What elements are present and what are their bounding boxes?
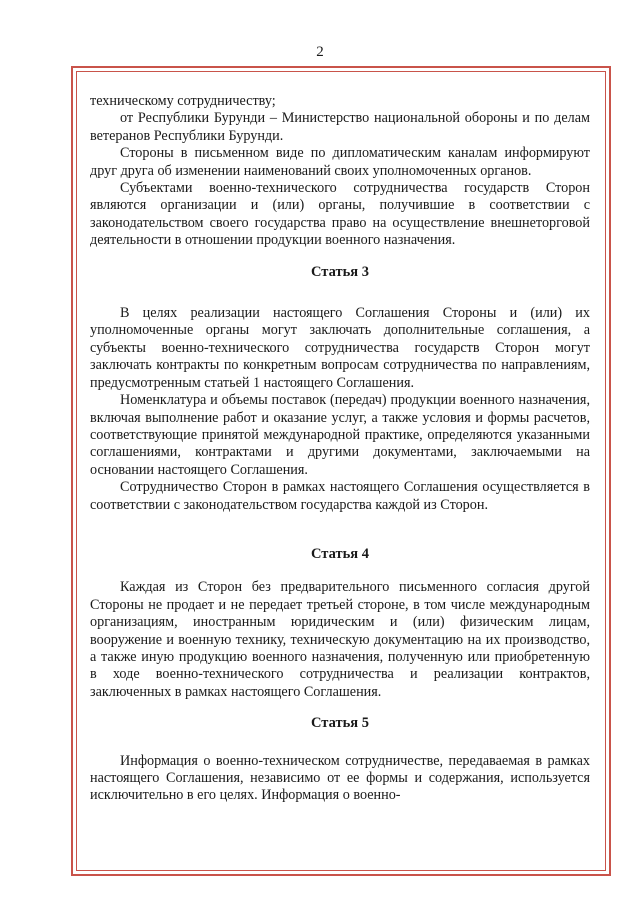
paragraph: В целях реализации настоящего Соглашения Стороны и (или) их уполномоченные органы могут заключать дополнительные соглашения, а субъекты военно-технического сотрудничества государств Сторон могут заключать контракты по конкретным вопросам сотрудничества по направлениям, предусмотренным статьей 1 настоящего Соглашения. — [90, 305, 590, 391]
article-3-heading: Статья 3 — [311, 263, 369, 280]
paragraph: Каждая из Сторон без предварительного письменного согласия другой Стороны не продает и не передает третьей стороне, в том числе международным организациям, иностранным юридическим и (или) физическим лицам, вооружение и военную технику, техническую документацию на их производство, а также иную продукцию военного назначения, полученную или приобретенную в ходе военно-технического сотрудничества и реализации контрактов, заключенных в рамках настоящего Соглашения. — [90, 579, 590, 700]
article-4-heading: Статья 4 — [311, 545, 369, 562]
paragraph: Номенклатура и объемы поставок (передач) продукции военного назначения, включая выполнение работ и оказание услуг, а также условия и формы расчетов, соответствующие принятой международной практике, определяются указанными соглашениями, контрактами и другими документами, заключаемыми на основании настоящего Соглашения. — [90, 392, 590, 478]
paragraph: Субъектами военно-технического сотрудничества государств Сторон являются организации и (или) органы, получившие в соответствии с законодательством своего государства право на осуществление внешнеторговой деятельности в отношении продукции военного назначения. — [90, 180, 590, 249]
document-body — [90, 93, 590, 805]
paragraph: техническому сотрудничеству; — [90, 93, 276, 109]
paragraph: Сотрудничество Сторон в рамках настоящего Соглашения осуществляется в соответствии с законодательством государства каждой из Сторон. — [90, 479, 590, 513]
article-5-heading: Статья 5 — [311, 715, 369, 732]
page-number: 2 — [316, 44, 324, 60]
paragraph: от Республики Бурунди – Министерство национальной обороны и по делам ветеранов Республики Бурунди. — [90, 110, 590, 144]
paragraph: Информация о военно-техническом сотрудничестве, передаваемая в рамках настоящего Соглашения, независимо от ее формы и содержания, используется исключительно в его целях. Информация о военно- — [90, 752, 590, 804]
paragraph: Стороны в письменном виде по дипломатическим каналам информируют друг друга об изменении наименований своих уполномоченных органов. — [90, 145, 590, 179]
